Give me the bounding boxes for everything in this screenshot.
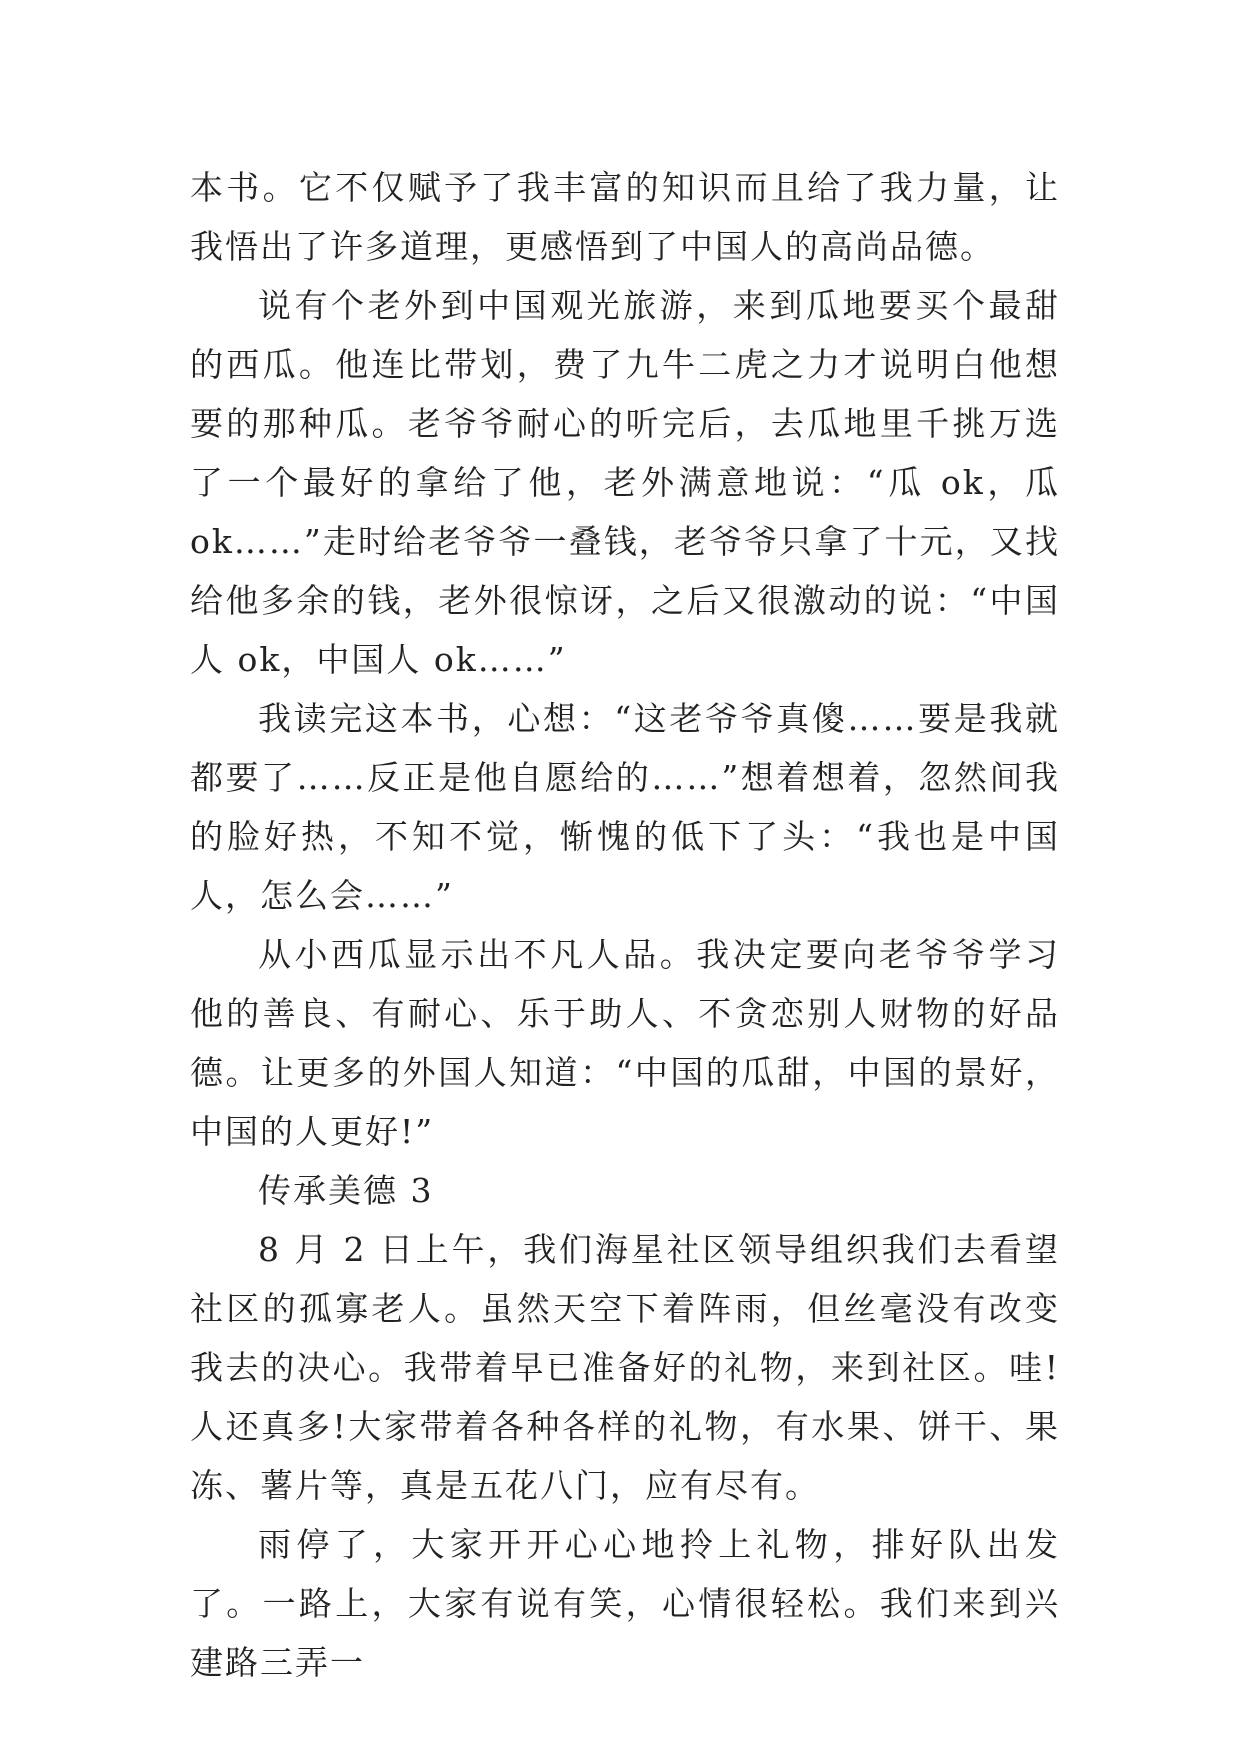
- paragraph-4: 从小西瓜显示出不凡人品。我决定要向老爷爷学习他的善良、有耐心、乐于助人、不贪恋别人财物的好品德。让更多的外国人知道：“中国的瓜甜，中国的景好，中国的人更好!”: [190, 935, 1060, 1151]
- paragraph-3: 我读完这本书，心想：“这老爷爷真傻……要是我就都要了……反正是他自愿给的……”想着想着，忽然间我的脸好热，不知不觉，惭愧的低下了头：“我也是中国人，怎么会……”: [190, 699, 1060, 915]
- paragraph-5: 8 月 2 日上午，我们海星社区领导组织我们去看望社区的孤寡老人。虽然天空下着阵雨，但丝毫没有改变我去的决心。我带着早已准备好的礼物，来到社区。哇!人还真多!大家带着各种各样的礼物，有水果、饼干、果冻、薯片等，真是五花八门，应有尽有。: [190, 1230, 1060, 1505]
- document-body: [190, 158, 1060, 1692]
- section-heading: 传承美德 3: [258, 1171, 434, 1210]
- paragraph-1: 本书。它不仅赋予了我丰富的知识而且给了我力量，让我悟出了许多道理，更感悟到了中国人的高尚品德。: [190, 168, 1060, 266]
- paragraph-2: 说有个老外到中国观光旅游，来到瓜地要买个最甜的西瓜。他连比带划，费了九牛二虎之力才说明白他想要的那种瓜。老爷爷耐心的听完后，去瓜地里千挑万选了一个最好的拿给了他，老外满意地说：“瓜 ok，瓜 ok……”走时给老爷爷一叠钱，老爷爷只拿了十元，又找给他多余的钱，老外很惊讶，之后又很激动的说：“中国人 ok，中国人 ok……”: [190, 286, 1060, 679]
- paragraph-6: 雨停了，大家开开心心地拎上礼物，排好队出发了。一路上，大家有说有笑，心情很轻松。我们来到兴建路三弄一: [190, 1525, 1060, 1682]
